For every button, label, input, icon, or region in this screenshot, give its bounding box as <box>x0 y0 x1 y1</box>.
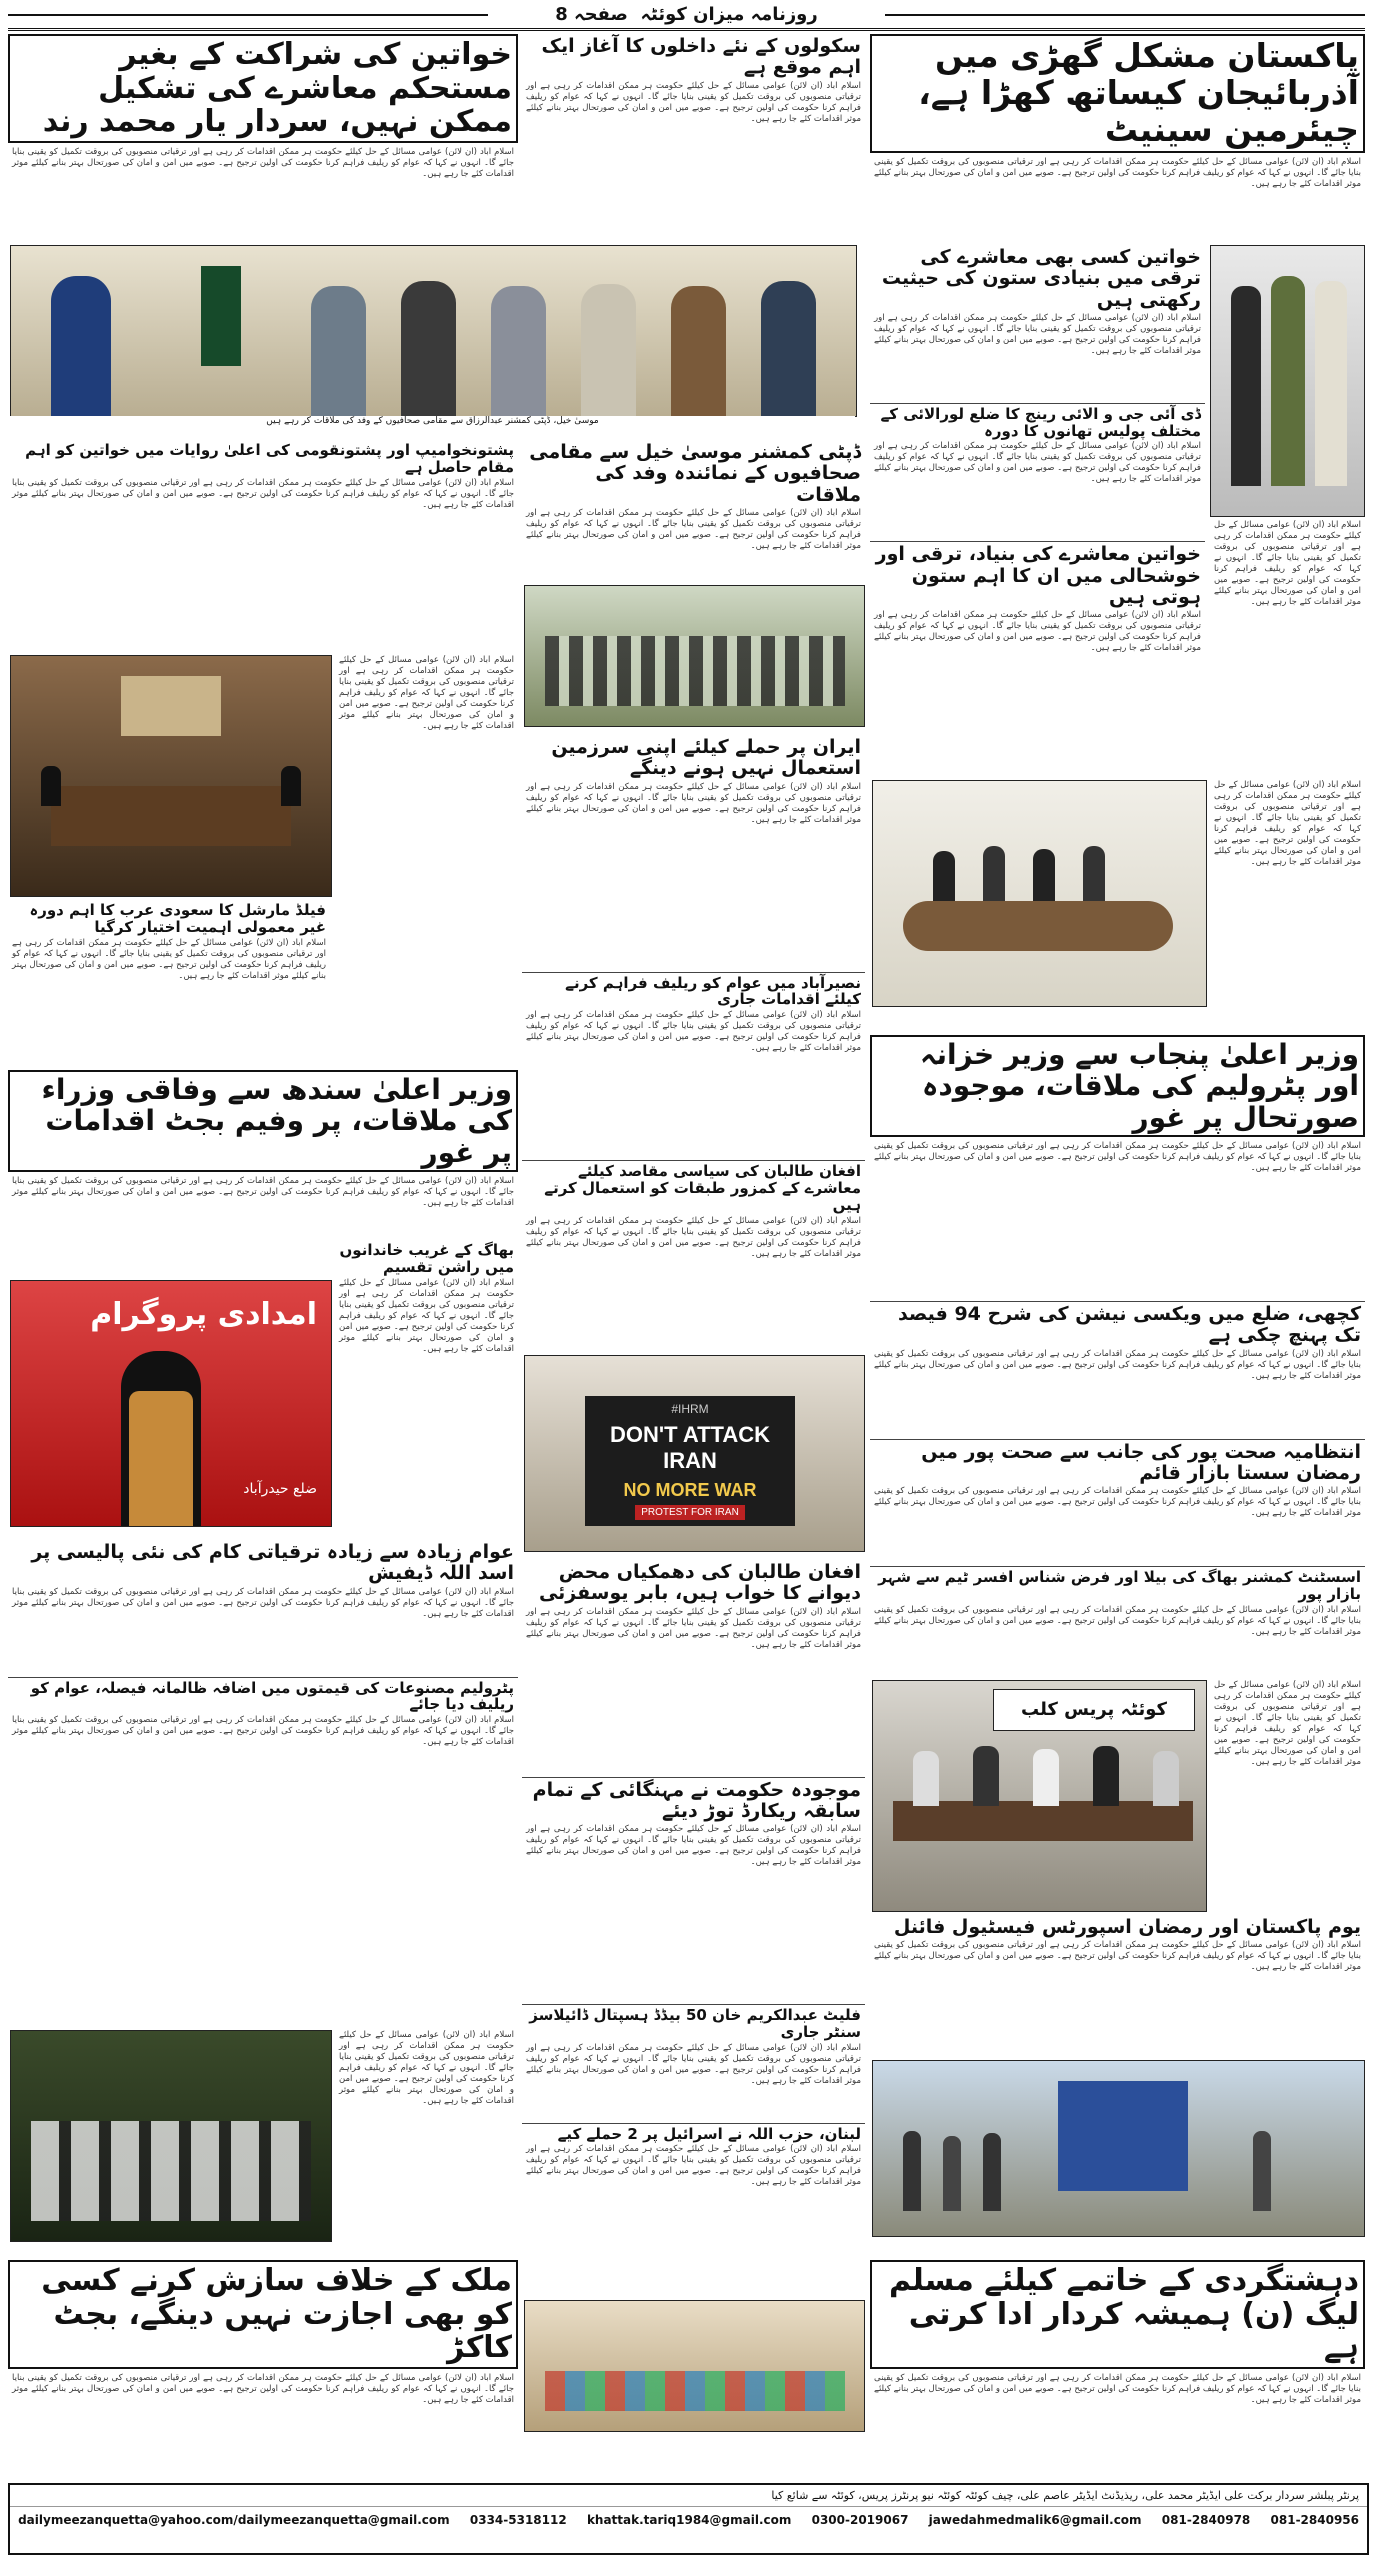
photo-conference-room <box>10 655 332 897</box>
story-text: اسلام آباد (آن لائن) عوامی مسائل کے حل کیلئے حکومت ہر ممکن اقدامات کر رہی ہے اور ترقیاتی منصوبوں کی بروقت تکمیل کو یقینی بنایا جائے گا۔ انہوں نے کہا کہ عوام کو ریلیف فراہم کرنا حکومت کی اولین ترجیح ہے۔ صوبے میں امن و امان کی صورتحال بہتر بنانے کیلئے موثر اقدامات کئے جا رہے ہیں۔ <box>526 2042 861 2086</box>
story-text: اسلام آباد (آن لائن) عوامی مسائل کے حل کیلئے حکومت ہر ممکن اقدامات کر رہی ہے اور ترقیاتی منصوبوں کی بروقت تکمیل کو یقینی بنایا جائے گا۔ انہوں نے کہا کہ عوام کو ریلیف فراہم کرنا حکومت کی اولین ترجیح ہے۔ صوبے میں امن و امان کی صورتحال بہتر بنانے کیلئے موثر اقدامات کئے جا رہے ہیں۔ <box>12 937 326 981</box>
photo-market <box>524 2300 865 2432</box>
left-side-text-3 <box>335 2030 518 2240</box>
headline-taliban-dream: افغان طالبان کی دھمکیاں محض دیوانے کا خواب ہیں، بابر یوسفزئی <box>538 1561 861 1605</box>
mobile-number: 0334-5318112 <box>469 2513 567 2527</box>
headline-flats: فلیٹ عبدالکریم خان 50 بیڈڈ ہسپتال ڈائیلاسز سنٹر جاری <box>522 2004 865 2043</box>
center-dc <box>522 440 865 588</box>
right-top-story <box>870 34 1365 247</box>
story-text: اسلام آباد (آن لائن) عوامی مسائل کے حل کیلئے حکومت ہر ممکن اقدامات کر رہی ہے اور ترقیاتی منصوبوں کی بروقت تکمیل کو یقینی بنایا جائے گا۔ انہوں نے کہا کہ عوام کو ریلیف فراہم کرنا حکومت کی اولین ترجیح ہے۔ صوبے میں امن و امان کی صورتحال بہتر بنانے کیلئے موثر اقدامات کئے جا رہے ہیں۔ <box>1214 520 1361 607</box>
story-text: اسلام آباد (آن لائن) عوامی مسائل کے حل کیلئے حکومت ہر ممکن اقدامات کر رہی ہے اور ترقیاتی منصوبوں کی بروقت تکمیل کو یقینی بنایا جائے گا۔ انہوں نے کہا کہ عوام کو ریلیف فراہم کرنا حکومت کی اولین ترجیح ہے۔ صوبے میں امن و امان کی صورتحال بہتر بنانے کیلئے موثر اقدامات کئے جا رہے ہیں۔ <box>12 2372 514 2405</box>
story-text: اسلام آباد (آن لائن) عوامی مسائل کے حل کیلئے حکومت ہر ممکن اقدامات کر رہی ہے اور ترقیاتی منصوبوں کی بروقت تکمیل کو یقینی بنایا جائے گا۔ انہوں نے کہا کہ عوام کو ریلیف فراہم کرنا حکومت کی اولین ترجیح ہے۔ صوبے میں امن و امان کی صورتحال بہتر بنانے کیلئے موثر اقدامات کئے جا رہے ہیں۔ <box>12 477 514 510</box>
headline-pashtun: پشتونخوامیپ اور پشتونقومی کی اعلیٰ روایات میں خواتین کو اہم مقام حاصل ہے <box>25 441 514 476</box>
story-text: اسلام آباد (آن لائن) عوامی مسائل کے حل کیلئے حکومت ہر ممکن اقدامات کر رہی ہے اور ترقیاتی منصوبوں کی بروقت تکمیل کو یقینی بنایا جائے گا۔ انہوں نے کہا کہ عوام کو ریلیف فراہم کرنا حکومت کی اولین ترجیح ہے۔ صوبے میں امن و امان کی صورتحال بہتر بنانے کیلئے موثر اقدامات کئے جا رہے ہیں۔ <box>874 441 1201 485</box>
email: khattak.tariq1984@gmail.com <box>586 2513 792 2527</box>
photo-meeting <box>10 245 857 417</box>
story-text: اسلام آباد (آن لائن) عوامی مسائل کے حل کیلئے حکومت ہر ممکن اقدامات کر رہی ہے اور ترقیاتی منصوبوں کی بروقت تکمیل کو یقینی بنایا جائے گا۔ انہوں نے کہا کہ عوام کو ریلیف فراہم کرنا حکومت کی اولین ترجیح ہے۔ صوبے میں امن و امان کی صورتحال بہتر بنانے کیلئے موثر اقدامات کئے جا رہے ہیں۔ <box>526 1606 861 1650</box>
story-text: اسلام آباد (آن لائن) عوامی مسائل کے حل کیلئے حکومت ہر ممکن اقدامات کر رہی ہے اور ترقیاتی منصوبوں کی بروقت تکمیل کو یقینی بنایا جائے گا۔ انہوں نے کہا کہ عوام کو ریلیف فراہم کرنا حکومت کی اولین ترجیح ہے۔ صوبے میں امن و امان کی صورتحال بہتر بنانے کیلئے موثر اقدامات کئے جا رہے ہیں۔ <box>874 1940 1361 1973</box>
headline-women-partnership: خواتین کی شراکت کے بغیر مستحکم معاشرے کی تشکیل ممکن نہیں، سردار یار محمد رند <box>8 34 518 143</box>
email: dailymeezanquetta@yahoo.com/dailymeezanquetta@gmail.com <box>18 2513 450 2527</box>
story-text: اسلام آباد (آن لائن) عوامی مسائل کے حل کیلئے حکومت ہر ممکن اقدامات کر رہی ہے اور ترقیاتی منصوبوں کی بروقت تکمیل کو یقینی بنایا جائے گا۔ انہوں نے کہا کہ عوام کو ریلیف فراہم کرنا حکومت کی اولین ترجیح ہے۔ صوبے میں امن و امان کی صورتحال بہتر بنانے کیلئے موثر اقدامات کئے جا رہے ہیں۔ <box>1214 1680 1361 1767</box>
story-text: اسلام آباد (آن لائن) عوامی مسائل کے حل کیلئے حکومت ہر ممکن اقدامات کر رہی ہے اور ترقیاتی منصوبوں کی بروقت تکمیل کو یقینی بنایا جائے گا۔ انہوں نے کہا کہ عوام کو ریلیف فراہم کرنا حکومت کی اولین ترجیح ہے۔ صوبے میں امن و امان کی صورتحال بہتر بنانے کیلئے موثر اقدامات کئے جا رہے ہیں۔ <box>874 1141 1361 1174</box>
story-text: اسلام آباد (آن لائن) عوامی مسائل کے حل کیلئے حکومت ہر ممکن اقدامات کر رہی ہے اور ترقیاتی منصوبوں کی بروقت تکمیل کو یقینی بنایا جائے گا۔ انہوں نے کہا کہ عوام کو ریلیف فراہم کرنا حکومت کی اولین ترجیح ہے۔ صوبے میں امن و امان کی صورتحال بہتر بنانے کیلئے موثر اقدامات کئے جا رہے ہیں۔ <box>12 146 514 179</box>
story-text: اسلام آباد (آن لائن) عوامی مسائل کے حل کیلئے حکومت ہر ممکن اقدامات کر رہی ہے اور ترقیاتی منصوبوں کی بروقت تکمیل کو یقینی بنایا جائے گا۔ انہوں نے کہا کہ عوام کو ریلیف فراہم کرنا حکومت کی اولین ترجیح ہے۔ صوبے میں امن و امان کی صورتحال بہتر بنانے کیلئے موثر اقدامات کئے جا رہے ہیں۔ <box>874 2372 1361 2405</box>
photo-gathering <box>524 585 865 727</box>
story-text: اسلام آباد (آن لائن) عوامی مسائل کے حل کیلئے حکومت ہر ممکن اقدامات کر رہی ہے اور ترقیاتی منصوبوں کی بروقت تکمیل کو یقینی بنایا جائے گا۔ انہوں نے کہا کہ عوام کو ریلیف فراہم کرنا حکومت کی اولین ترجیح ہے۔ صوبے میں امن و امان کی صورتحال بہتر بنانے کیلئے موثر اقدامات کئے جا رہے ہیں۔ <box>526 507 861 551</box>
headline-iran: ایران پر حملے کیلئے اپنی سرزمین استعمال نہیں ہونے دینگے <box>551 736 861 780</box>
headline-naseerabad: نصیرآباد میں عوام کو ریلیف فراہم کرنے کیلئے اقدامات جاری <box>522 972 865 1011</box>
center-iran <box>522 735 865 1336</box>
left-ration <box>8 1540 518 1975</box>
story-text: اسلام آباد (آن لائن) عوامی مسائل کے حل کیلئے حکومت ہر ممکن اقدامات کر رہی ہے اور ترقیاتی منصوبوں کی بروقت تکمیل کو یقینی بنایا جائے گا۔ انہوں نے کہا کہ عوام کو ریلیف فراہم کرنا حکومت کی اولین ترجیح ہے۔ صوبے میں امن و امان کی صورتحال بہتر بنانے کیلئے موثر اقدامات کئے جا رہے ہیں۔ <box>526 1215 861 1259</box>
story-text: اسلام آباد (آن لائن) عوامی مسائل کے حل کیلئے حکومت ہر ممکن اقدامات کر رہی ہے اور ترقیاتی منصوبوں کی بروقت تکمیل کو یقینی بنایا جائے گا۔ انہوں نے کہا کہ عوام کو ریلیف فراہم کرنا حکومت کی اولین ترجیح ہے۔ صوبے میں امن و امان کی صورتحال بہتر بنانے کیلئے موثر اقدامات کئے جا رہے ہیں۔ <box>12 1176 514 1209</box>
story-text: اسلام آباد (آن لائن) عوامی مسائل کے حل کیلئے حکومت ہر ممکن اقدامات کر رہی ہے اور ترقیاتی منصوبوں کی بروقت تکمیل کو یقینی بنایا جائے گا۔ انہوں نے کہا کہ عوام کو ریلیف فراہم کرنا حکومت کی اولین ترجیح ہے۔ صوبے میں امن و امان کی صورتحال بہتر بنانے کیلئے موثر اقدامات کئے جا رہے ہیں۔ <box>526 1824 861 1868</box>
headline-inflation: موجودہ حکومت نے مہنگائی کے تمام سابقہ ریکارڈ توڑ دیئے <box>522 1777 865 1825</box>
headline-cm-sindh: وزیر اعلیٰ سندھ سے وفاقی وزراء کی ملاقات، پر وفیم بجٹ اقدامات پر غور <box>8 1070 518 1172</box>
story-text: اسلام آباد (آن لائن) عوامی مسائل کے حل کیلئے حکومت ہر ممکن اقدامات کر رہی ہے اور ترقیاتی منصوبوں کی بروقت تکمیل کو یقینی بنایا جائے گا۔ انہوں نے کہا کہ عوام کو ریلیف فراہم کرنا حکومت کی اولین ترجیح ہے۔ صوبے میں امن و امان کی صورتحال بہتر بنانے کیلئے موثر اقدامات کئے جا رہے ہیں۔ <box>339 1277 514 1354</box>
right-side-text-2 <box>1210 1680 1365 1910</box>
story-text: اسلام آباد (آن لائن) عوامی مسائل کے حل کیلئے حکومت ہر ممکن اقدامات کر رہی ہے اور ترقیاتی منصوبوں کی بروقت تکمیل کو یقینی بنایا جائے گا۔ انہوں نے کہا کہ عوام کو ریلیف فراہم کرنا حکومت کی اولین ترجیح ہے۔ صوبے میں امن و امان کی صورتحال بہتر بنانے کیلئے موثر اقدامات کئے جا رہے ہیں۔ <box>1214 780 1361 867</box>
story-text: اسلام آباد (آن لائن) عوامی مسائل کے حل کیلئے حکومت ہر ممکن اقدامات کر رہی ہے اور ترقیاتی منصوبوں کی بروقت تکمیل کو یقینی بنایا جائے گا۔ انہوں نے کہا کہ عوام کو ریلیف فراہم کرنا حکومت کی اولین ترجیح ہے۔ صوبے میں امن و امان کی صورتحال بہتر بنانے کیلئے موثر اقدامات کئے جا رہے ہیں۔ <box>526 2144 861 2188</box>
photo-protest <box>524 1355 865 1552</box>
mobile-number: 0300-2019067 <box>811 2513 909 2527</box>
story-text: اسلام آباد (آن لائن) عوامی مسائل کے حل کیلئے حکومت ہر ممکن اقدامات کر رہی ہے اور ترقیاتی منصوبوں کی بروقت تکمیل کو یقینی بنایا جائے گا۔ انہوں نے کہا کہ عوام کو ریلیف فراہم کرنا حکومت کی اولین ترجیح ہے۔ صوبے میں امن و امان کی صورتحال بہتر بنانے کیلئے موثر اقدامات کئے جا رہے ہیں۔ <box>874 1348 1361 1381</box>
story-text: اسلام آباد (آن لائن) عوامی مسائل کے حل کیلئے حکومت ہر ممکن اقدامات کر رہی ہے اور ترقیاتی منصوبوں کی بروقت تکمیل کو یقینی بنایا جائے گا۔ انہوں نے کہا کہ عوام کو ریلیف فراہم کرنا حکومت کی اولین ترجیح ہے۔ صوبے میں امن و امان کی صورتحال بہتر بنانے کیلئے موثر اقدامات کئے جا رہے ہیں۔ <box>874 1486 1361 1519</box>
headline-ration: عوام زیادہ سے زیادہ ترقیاتی کام کی نئی پالیسی پر اسد اللہ ڈیفیش <box>31 1541 514 1585</box>
contact-line <box>10 2507 1367 2533</box>
headline-women-pillar: خواتین کسی بھی معاشرے کی ترقی میں بنیادی ستون کی حیثیت رکھتی ہیں <box>881 246 1201 311</box>
story-text: اسلام آباد (آن لائن) عوامی مسائل کے حل کیلئے حکومت ہر ممکن اقدامات کر رہی ہے اور ترقیاتی منصوبوں کی بروقت تکمیل کو یقینی بنایا جائے گا۔ انہوں نے کہا کہ عوام کو ریلیف فراہم کرنا حکومت کی اولین ترجیح ہے۔ صوبے میں امن و امان کی صورتحال بہتر بنانے کیلئے موثر اقدامات کئے جا رہے ہیں۔ <box>874 312 1201 356</box>
photo-police-station <box>872 2060 1365 2237</box>
story-text: اسلام آباد (آن لائن) عوامی مسائل کے حل کیلئے حکومت ہر ممکن اقدامات کر رہی ہے اور ترقیاتی منصوبوں کی بروقت تکمیل کو یقینی بنایا جائے گا۔ انہوں نے کہا کہ عوام کو ریلیف فراہم کرنا حکومت کی اولین ترجیح ہے۔ صوبے میں امن و امان کی صورتحال بہتر بنانے کیلئے موثر اقدامات کئے جا رہے ہیں۔ <box>526 80 861 124</box>
phone-number: 081-2840956 <box>1270 2513 1359 2527</box>
photo-dignitaries <box>1210 245 1365 517</box>
headline-bhag: بھاگ کے غریب خاندانوں میں راشن تقسیم <box>339 1241 514 1276</box>
story-text: اسلام آباد (آن لائن) عوامی مسائل کے حل کیلئے حکومت ہر ممکن اقدامات کر رہی ہے اور ترقیاتی منصوبوں کی بروقت تکمیل کو یقینی بنایا جائے گا۔ انہوں نے کہا کہ عوام کو ریلیف فراہم کرنا حکومت کی اولین ترجیح ہے۔ صوبے میں امن و امان کی صورتحال بہتر بنانے کیلئے موثر اقدامات کئے جا رہے ہیں۔ <box>339 2030 514 2106</box>
headline-bazaar: انتظامیہ صحت پور کی جانب سے صحت پور میں رمضان سستا بازار قائم <box>870 1439 1365 1487</box>
story-text: اسلام آباد (آن لائن) عوامی مسائل کے حل کیلئے حکومت ہر ممکن اقدامات کر رہی ہے اور ترقیاتی منصوبوں کی بروقت تکمیل کو یقینی بنایا جائے گا۔ انہوں نے کہا کہ عوام کو ریلیف فراہم کرنا حکومت کی اولین ترجیح ہے۔ صوبے میں امن و امان کی صورتحال بہتر بنانے کیلئے موثر اقدامات کئے جا رہے ہیں۔ <box>526 1010 861 1054</box>
page-number: صفحہ 8 <box>555 4 628 25</box>
left-mid-text <box>335 655 518 1085</box>
story-text: اسلام آباد (آن لائن) عوامی مسائل کے حل کیلئے حکومت ہر ممکن اقدامات کر رہی ہے اور ترقیاتی منصوبوں کی بروقت تکمیل کو یقینی بنایا جائے گا۔ انہوں نے کہا کہ عوام کو ریلیف فراہم کرنا حکومت کی اولین ترجیح ہے۔ صوبے میں امن و امان کی صورتحال بہتر بنانے کیلئے موثر اقدامات کئے جا رہے ہیں۔ <box>12 1586 514 1619</box>
headline-lebanon: لبنان، حزب اللہ نے اسرائیل پر 2 حملے کیے <box>522 2123 865 2145</box>
newspaper-title: روزنامہ میزان کوئٹہ صفحہ 8 <box>555 4 818 25</box>
bottom-left-story <box>8 2260 518 2518</box>
imprint-line: پرنٹر پبلشر سردار برکت علی ایڈیٹر محمد علی، ریذیڈنٹ ایڈیٹر عاصم علی، چیف کوئٹہ کوئٹہ نیو پرنٹرز پریس، کوئٹہ سے شائع کیا <box>10 2485 1367 2507</box>
photo-conference <box>872 780 1207 1007</box>
email: jawedahmedmalik6@gmail.com <box>928 2513 1142 2527</box>
photo-religious-gathering <box>10 2030 332 2242</box>
left-pashtun <box>8 440 518 623</box>
left-top-story <box>8 34 518 237</box>
headline-dc-musakhel: ڈپٹی کمشنر موسیٰ خیل سے مقامی صحافیوں کے نمائندہ وفد کی ملاقات <box>529 441 861 506</box>
headline-dig-police: ڈی آئی جی و الائی رینج کا ضلع لورالائی کے مختلف پولیس تھانوں کا دورہ <box>870 403 1205 442</box>
headline-sports: یوم پاکستان اور رمضان اسپورٹس فیسٹیول فائنل <box>893 1916 1361 1938</box>
story-text: اسلام آباد (آن لائن) عوامی مسائل کے حل کیلئے حکومت ہر ممکن اقدامات کر رہی ہے اور ترقیاتی منصوبوں کی بروقت تکمیل کو یقینی بنایا جائے گا۔ انہوں نے کہا کہ عوام کو ریلیف فراہم کرنا حکومت کی اولین ترجیح ہے۔ صوبے میں امن و امان کی صورتحال بہتر بنانے کیلئے موثر اقدامات کئے جا رہے ہیں۔ <box>874 1604 1361 1637</box>
headline-conspiracy: ملک کے خلاف سازش کرنے کسی کو بھی اجازت نہیں دینگے، بجٹ کاکڑ <box>8 2260 518 2369</box>
story-text: اسلام آباد (آن لائن) عوامی مسائل کے حل کیلئے حکومت ہر ممکن اقدامات کر رہی ہے اور ترقیاتی منصوبوں کی بروقت تکمیل کو یقینی بنایا جائے گا۔ انہوں نے کہا کہ عوام کو ریلیف فراہم کرنا حکومت کی اولین ترجیح ہے۔ صوبے میں امن و امان کی صورتحال بہتر بنانے کیلئے موثر اقدامات کئے جا رہے ہیں۔ <box>339 655 514 731</box>
headline-price-inspector: اسسٹنٹ کمشنر بھاگ کی بیلا اور فرض شناس افسر ٹیم سے شہر بازار پور <box>870 1566 1365 1605</box>
center-top <box>522 34 865 281</box>
headline-school-admission: سکولوں کے نئے داخلوں کا آغاز ایک اہم موقع ہے <box>541 35 861 79</box>
story-text: اسلام آباد (آن لائن) عوامی مسائل کے حل کیلئے حکومت ہر ممکن اقدامات کر رہی ہے اور ترقیاتی منصوبوں کی بروقت تکمیل کو یقینی بنایا جائے گا۔ انہوں نے کہا کہ عوام کو ریلیف فراہم کرنا حکومت کی اولین ترجیح ہے۔ صوبے میں امن و امان کی صورتحال بہتر بنانے کیلئے موثر اقدامات کئے جا رہے ہیں۔ <box>874 610 1201 654</box>
protest-banner: #IHRM DON'T ATTACK IRAN NO MORE WAR PROTEST FOR IRAN <box>585 1396 795 1526</box>
banner-subtext: ضلع حیدرآباد <box>243 1481 317 1497</box>
women-story <box>870 245 1205 770</box>
sports-story <box>870 1915 1365 2055</box>
headline-women-society: خواتین معاشرے کی بنیاد، ترقی اور خوشحالی میں ان کا اہم ستون ہوتی ہیں <box>870 541 1205 610</box>
story-text: اسلام آباد (آن لائن) عوامی مسائل کے حل کیلئے حکومت ہر ممکن اقدامات کر رہی ہے اور ترقیاتی منصوبوں کی بروقت تکمیل کو یقینی بنایا جائے گا۔ انہوں نے کہا کہ عوام کو ریلیف فراہم کرنا حکومت کی اولین ترجیح ہے۔ صوبے میں امن و امان کی صورتحال بہتر بنانے کیلئے موثر اقدامات کئے جا رہے ہیں۔ <box>874 156 1361 189</box>
headline-pmln: دہشتگردی کے خاتمے کیلئے مسلم لیگ (ن) ہمیشہ کردار ادا کرتی ہے <box>870 2260 1365 2369</box>
headline-afghan: افغان طالبان کی سیاسی مقاصد کیلئے معاشرے کے کمزور طبقات کو استعمال کرتے ہیں <box>522 1160 865 1215</box>
photo-press-club <box>872 1680 1207 1912</box>
left-cm-sindh <box>8 1070 518 1266</box>
headline-chairman-senate: پاکستان مشکل گھڑی میں آذربائیجان کیساتھ کھڑا ہے، چیئرمین سینیٹ <box>870 34 1365 153</box>
bottom-right-story <box>870 2260 1365 2518</box>
banner-text: امدادی پروگرام <box>90 1297 317 1332</box>
photo-speaker <box>10 1280 332 1527</box>
press-club-banner: کوئٹہ پریس کلب <box>993 1689 1195 1731</box>
headline-polio: کچھی، ضلع میں ویکسی نیشن کی شرح 94 فیصد تک پہنچ چکی ہے <box>870 1301 1365 1349</box>
center-taliban <box>522 1560 865 2199</box>
story-text: اسلام آباد (آن لائن) عوامی مسائل کے حل کیلئے حکومت ہر ممکن اقدامات کر رہی ہے اور ترقیاتی منصوبوں کی بروقت تکمیل کو یقینی بنایا جائے گا۔ انہوں نے کہا کہ عوام کو ریلیف فراہم کرنا حکومت کی اولین ترجیح ہے۔ صوبے میں امن و امان کی صورتحال بہتر بنانے کیلئے موثر اقدامات کئے جا رہے ہیں۔ <box>526 781 861 825</box>
right-side-text <box>1210 780 1365 1005</box>
masthead <box>8 4 1365 31</box>
headline-field-marshal: فیلڈ مارشل کا سعودی عرب کا اہم دورہ غیر معمولی اہمیت اختیار کرگیا <box>29 901 326 936</box>
headline-cm-punjab: وزیر اعلیٰ پنجاب سے وزیر خزانہ اور پٹرولیم کی ملاقات، موجودہ صورتحال پر غور <box>870 1035 1365 1137</box>
left-field-marshal <box>8 900 330 1018</box>
phone-number: 081-2840978 <box>1161 2513 1251 2527</box>
caption-meeting: موسیٰ خیل، ڈپٹی کمشنر عبدالرزاق سے مقامی صحافیوں کے وفد کی ملاقات کر رہے ہیں <box>10 416 855 430</box>
story-text: اسلام آباد (آن لائن) عوامی مسائل کے حل کیلئے حکومت ہر ممکن اقدامات کر رہی ہے اور ترقیاتی منصوبوں کی بروقت تکمیل کو یقینی بنایا جائے گا۔ انہوں نے کہا کہ عوام کو ریلیف فراہم کرنا حکومت کی اولین ترجیح ہے۔ صوبے میں امن و امان کی صورتحال بہتر بنانے کیلئے موثر اقدامات کئے جا رہے ہیں۔ <box>12 1715 514 1748</box>
headline-petrol: پٹرولیم مصنوعات کی قیمتوں میں اضافہ ظالمانہ فیصلہ، عوام کو ریلیف دیا جائے <box>8 1677 518 1716</box>
cm-punjab-story <box>870 1035 1365 1675</box>
footer <box>8 2483 1369 2555</box>
